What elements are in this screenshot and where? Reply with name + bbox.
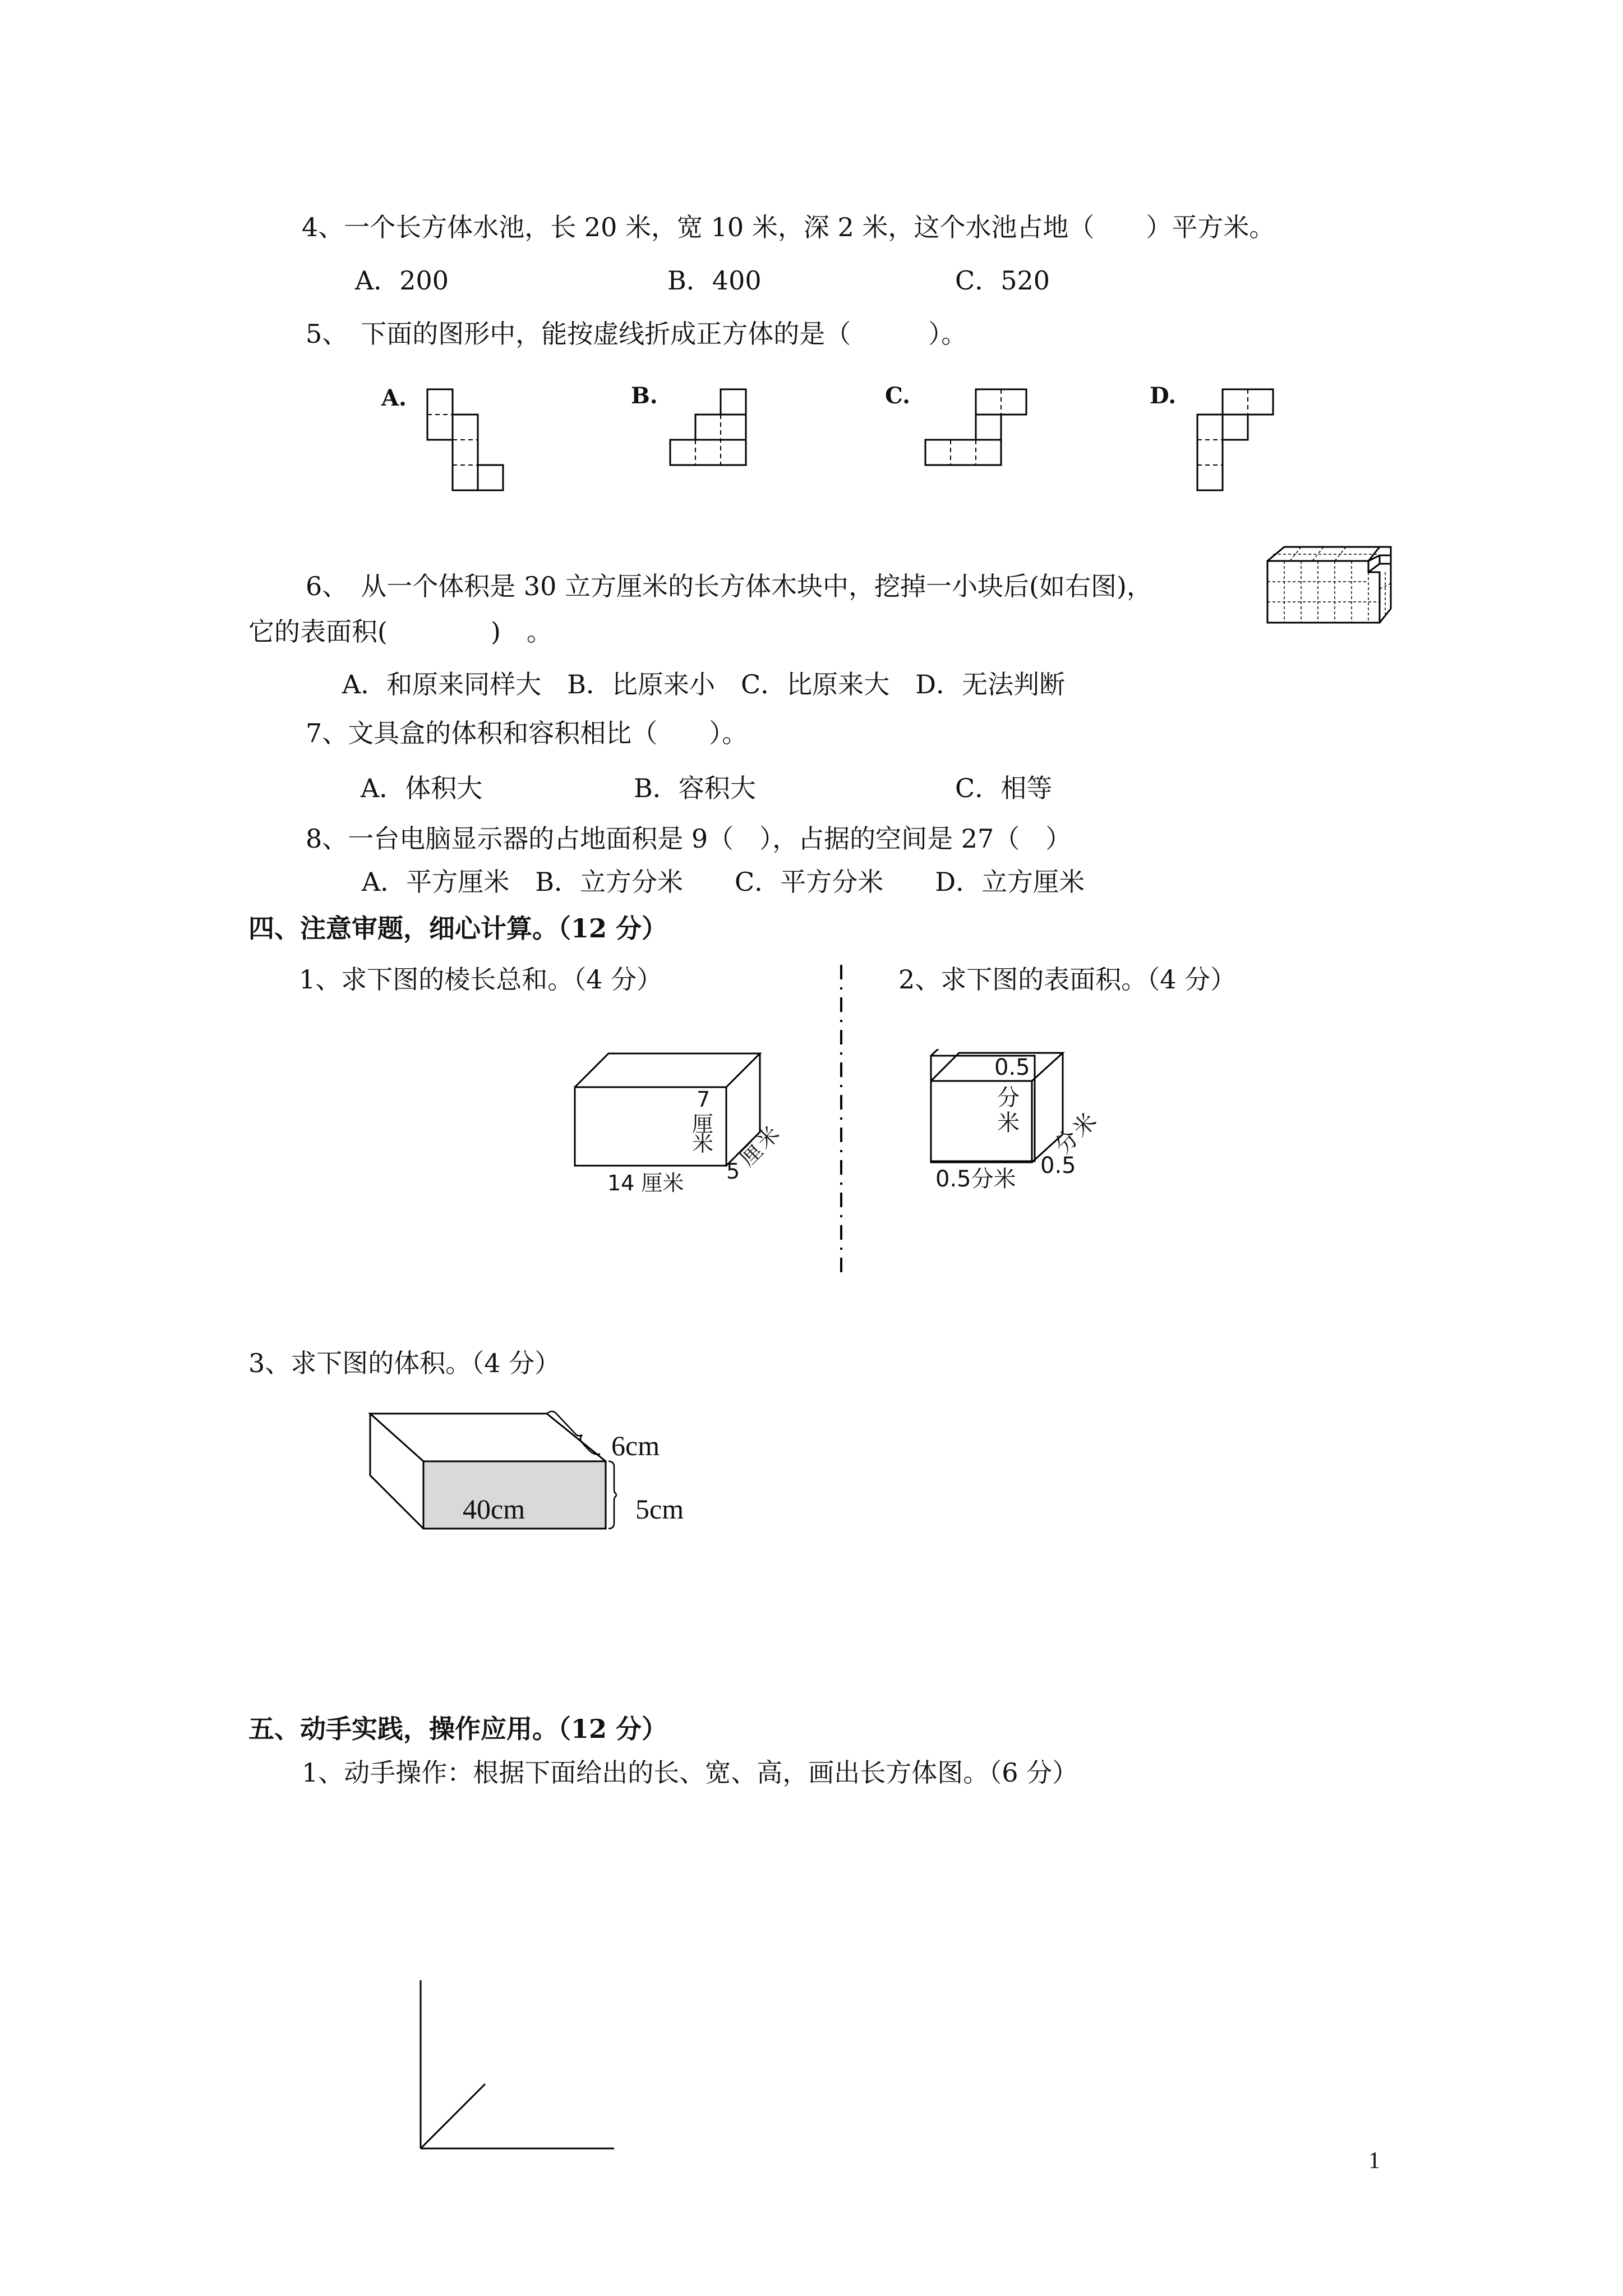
fig1-width-number: 5 — [726, 1159, 740, 1184]
q7-option-a: A．体积大 — [361, 773, 483, 803]
section4-problem1: 1、求下图的棱长总和。（4 分） — [299, 964, 663, 995]
fig2-side-number: 0.5 — [994, 1055, 1030, 1080]
q6-stem-line2: 它的表面积( ) 。 — [248, 616, 552, 647]
cube-net-b — [670, 389, 746, 465]
q4-option-c: C．520 — [955, 265, 1050, 296]
q6-options: A．和原来同样大 B．比原来小 C．比原来大 D．无法判断 — [342, 669, 1066, 700]
net-label-a: A. — [381, 385, 407, 411]
q7-option-c: C．相等 — [955, 773, 1053, 803]
q7-stem: 7、文具盒的体积和容积相比（ ）。 — [306, 718, 748, 748]
fig2-bottom-label: 0.5分米 — [935, 1166, 1016, 1192]
section4-problem2: 2、求下图的表面积。（4 分） — [898, 964, 1237, 995]
section5-problem1: 1、动手操作：根据下面给出的长、宽、高，画出长方体图。（6 分） — [302, 1757, 1078, 1788]
cuboid-with-notch-figure — [1256, 539, 1402, 628]
cuboid-figure-3 — [359, 1402, 617, 1554]
fig2-side-unit1: 分 — [997, 1085, 1020, 1111]
q8-options: A．平方厘米 B．立方分米 C．平方分米 D．立方厘米 — [362, 867, 1085, 897]
q4-stem: 4、一个长方体水池，长 20 米，宽 10 米，深 2 米，这个水池占地（ ）平方米。 — [302, 212, 1275, 242]
section5-title: 五、动手实践，操作应用。（12 分） — [248, 1714, 668, 1744]
cube-net-c — [925, 389, 1026, 465]
fig3-front-label: 40cm — [463, 1493, 525, 1525]
fig2-side-unit2: 米 — [997, 1110, 1020, 1136]
q5-stem: 5、 下面的图形中，能按虚线折成正方体的是（ ）。 — [306, 319, 967, 349]
fig1-width-unit1: 厘 — [735, 1138, 768, 1171]
fig1-width-unit2: 米 — [751, 1121, 785, 1154]
section4-problem3: 3、求下图的体积。（4 分） — [248, 1348, 561, 1378]
fig3-side-dimension: 5cm — [635, 1493, 684, 1525]
q4-option-b: B．400 — [667, 265, 762, 296]
q7-option-b: B．容积大 — [634, 773, 756, 803]
net-label-d: D. — [1150, 383, 1177, 409]
fig1-height-number: 7 — [697, 1087, 711, 1112]
cube-net-a — [427, 389, 503, 490]
fig1-height-unit1: 厘 — [692, 1112, 714, 1137]
fig3-top-dimension: 6cm — [611, 1430, 660, 1461]
page-number: 1 — [1368, 2148, 1380, 2174]
fig1-length-label: 14 厘米 — [607, 1171, 684, 1195]
section4-title: 四、注意审题，细心计算。（12 分） — [248, 913, 668, 944]
cube-net-d — [1197, 389, 1273, 490]
net-label-c: C. — [885, 383, 911, 409]
axes-drawing-frame — [415, 1980, 617, 2160]
fig2-depth-number: 0.5 — [1040, 1153, 1076, 1179]
net-label-b: B. — [631, 383, 658, 409]
dash-dot-divider — [836, 965, 847, 1279]
fig2-depth-unit2: 米 — [1068, 1108, 1102, 1143]
fig2-depth-unit1: 分 — [1050, 1125, 1084, 1159]
q4-option-a: A．200 — [355, 265, 449, 296]
fig1-height-unit2: 米 — [692, 1131, 714, 1156]
q8-stem: 8、一台电脑显示器的占地面积是 9（ ），占据的空间是 27（ ） — [306, 823, 1072, 854]
q6-stem-line1: 6、 从一个体积是 30 立方厘米的长方体木块中，挖掉一小块后(如右图)， — [306, 571, 1152, 601]
